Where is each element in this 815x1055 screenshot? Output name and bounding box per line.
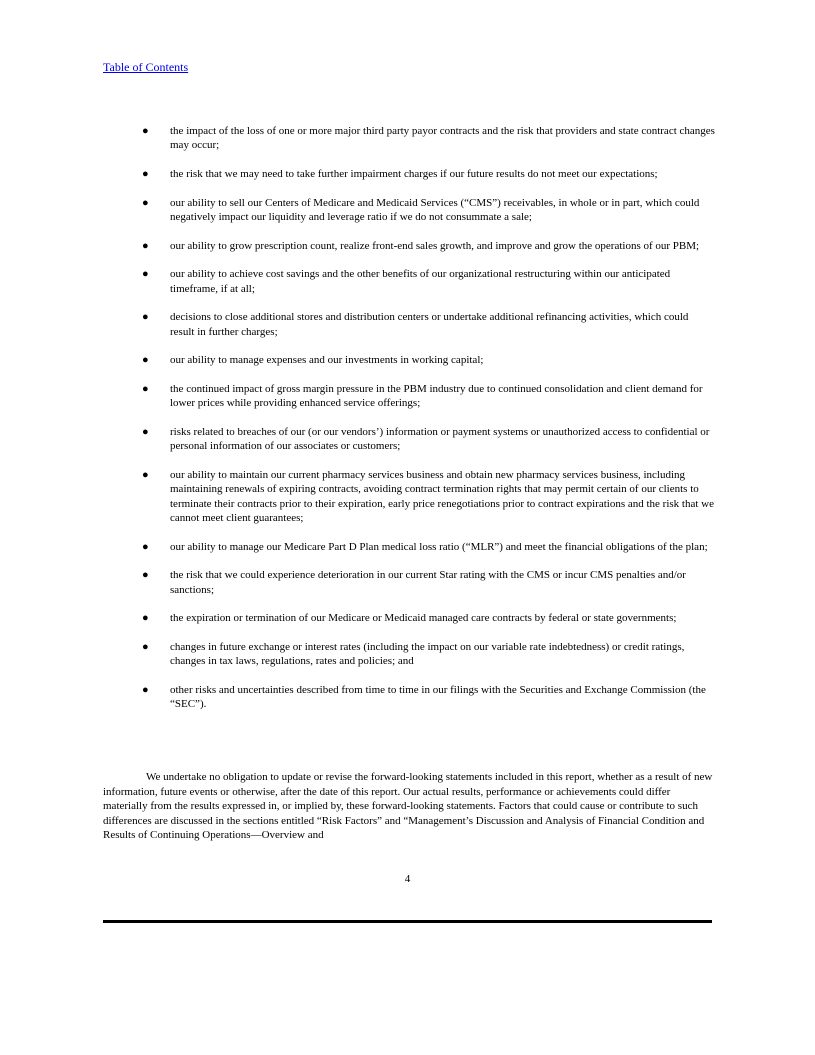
list-item-text: the risk that we could experience deterioration in our current Star rating with the CMS or incur CMS penalties and/or sanctions; <box>170 569 686 596</box>
risk-factors-bullet-list <box>103 124 715 726</box>
list-item-text: the expiration or termination of our Medicare or Medicaid managed care contracts by federal or state governments; <box>170 612 677 625</box>
table-of-contents-link[interactable]: Table of Contents <box>103 60 189 74</box>
bullet-icon: ● <box>142 612 149 625</box>
bullet-icon: ● <box>142 354 149 367</box>
list-item <box>103 310 715 339</box>
bullet-icon: ● <box>142 640 149 653</box>
list-item-text: our ability to manage expenses and our investments in working capital; <box>170 354 484 367</box>
bullet-icon: ● <box>142 268 149 281</box>
list-item <box>103 353 715 367</box>
list-item <box>103 425 715 454</box>
list-item <box>103 239 715 253</box>
list-item <box>103 267 715 296</box>
bullet-icon: ● <box>142 569 149 582</box>
list-item <box>103 611 715 625</box>
list-item <box>103 124 715 153</box>
forward-looking-statements-paragraph: We undertake no obligation to update or revise the forward-looking statements included in this report, whether as a result of new information, future events or otherwise, after the date of this report. Our actual results, performance or achievements could differ materially from the results expressed in, or implied by, these forward-looking statements. Factors that could cause or contribute to such differences are discussed in the sections entitled “Risk Factors” and “Management’s Discussion and Analysis of Financial Condition and Results of Continuing Operations—Overview and <box>103 771 713 841</box>
list-item <box>103 540 715 554</box>
list-item <box>103 468 715 525</box>
list-item-text: our ability to manage our Medicare Part D Plan medical loss ratio (“MLR”) and meet the financial obligations of the plan; <box>170 540 708 553</box>
list-item-text: other risks and uncertainties described from time to time in our filings with the Securities and Exchange Commission (the “SEC”). <box>170 683 706 711</box>
bullet-icon: ● <box>142 125 149 137</box>
list-item-text: our ability to grow prescription count, realize front-end sales growth, and improve and grow the operations of our PBM; <box>170 239 700 252</box>
list-item <box>103 196 715 225</box>
bullet-icon: ● <box>142 540 149 553</box>
page-divider <box>103 920 712 923</box>
list-item-text: our ability to maintain our current pharmacy services business and obtain new pharmacy services business, including maintaining renewals of expiring contracts, avoiding contract termination rights that may permit certain of our clients to terminate their contracts prior to their expiration, early price renegotiations prior to contract expirations and the risk that we cannot meet client guarantees; <box>170 468 715 524</box>
bullet-icon: ● <box>142 167 149 180</box>
list-item-text: the impact of the loss of one or more major third party payor contracts and the risk that providers and state contract changes may occur; <box>170 125 715 152</box>
bullet-icon: ● <box>142 468 149 481</box>
list-item-text: the continued impact of gross margin pressure in the PBM industry due to continued consolidation and client demand for lower prices while providing enhanced service offerings; <box>170 383 703 410</box>
list-item-text: decisions to close additional stores and distribution centers or undertake additional refinancing activities, which could result in further charges; <box>170 311 689 338</box>
list-item <box>103 683 715 712</box>
bullet-icon: ● <box>142 425 149 438</box>
list-item-text: the risk that we may need to take further impairment charges if our future results do not meet our expectations; <box>170 167 658 180</box>
bullet-icon: ● <box>142 196 149 209</box>
page-number: 4 <box>404 873 411 885</box>
list-item <box>103 568 715 597</box>
list-item-text: changes in future exchange or interest rates (including the impact on our variable rate indebtedness) or credit ratings, changes in tax laws, regulations, rates and policies; and <box>170 640 685 668</box>
list-item-text: our ability to sell our Centers of Medicare and Medicaid Services (“CMS”) receivables, in whole or in part, which could negatively impact our liquidity and leverage ratio if we do not consummate a sale; <box>170 196 700 223</box>
bullet-icon: ● <box>142 683 149 696</box>
bullet-icon: ● <box>142 239 149 252</box>
list-item <box>103 382 715 411</box>
list-item-text: our ability to achieve cost savings and the other benefits of our organizational restructuring within our anticipated timeframe, if at all; <box>170 268 671 295</box>
list-item <box>103 640 715 669</box>
list-item-text: risks related to breaches of our (or our vendors’) information or payment systems or unauthorized access to confidential or personal information of our associates or customers; <box>170 425 710 453</box>
bullet-icon: ● <box>142 383 149 395</box>
list-item <box>103 167 715 181</box>
bullet-icon: ● <box>142 311 149 324</box>
